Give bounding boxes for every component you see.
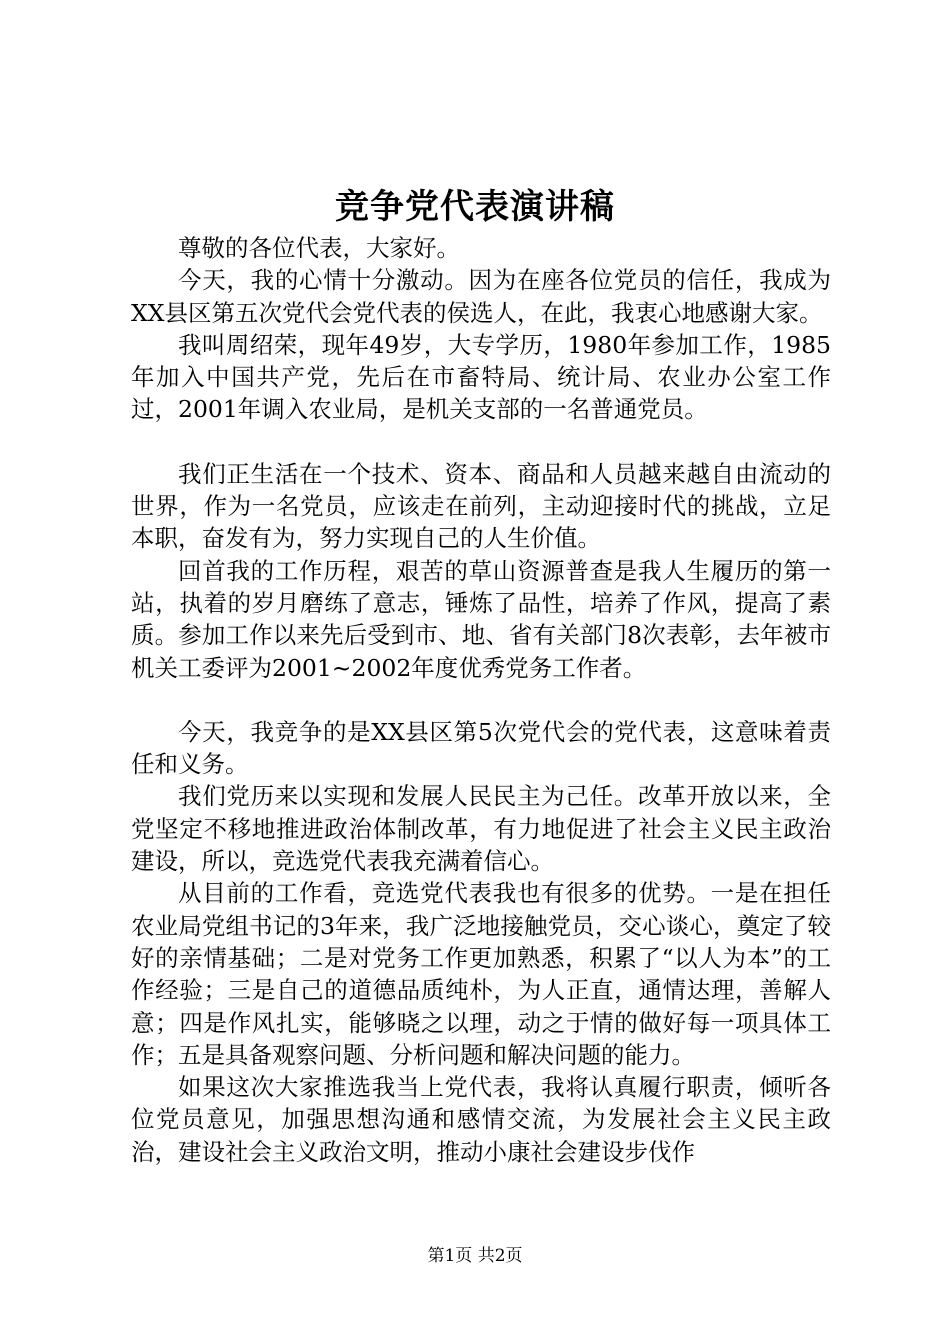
page-footer: 第1页 共2页 xyxy=(427,1246,523,1266)
document-title: 竞争党代表演讲稿 xyxy=(335,187,615,227)
paragraph-advantages: 从目前的工作看，竞选党代表我也有很多的优势。一是在担任农业局党组书记的3年来，我广泛地接触党员，交心谈心，奠定了较好的亲情基础；二是对党务工作更加熟悉，积累了“以人为本”的工作经验；三是自己的道德品质纯朴，为人正直，通情达理，善解人意；四是作风扎实，能够晓之以理，动之于情的做好每一项具体工作；五是具备观察问题、分析问题和解决问题的能力。 xyxy=(131,879,831,1069)
paragraph-work-history: 回首我的工作历程，艰苦的草山资源普查是我人生履历的第一站，执着的岁月磨练了意志，锤炼了品性，培养了作风，提高了素质。参加工作以来先后受到市、地、省有关部门8次表彰，去年被市机关工委评为2001~2002年度优秀党务工作者。 xyxy=(131,556,831,682)
paragraph-self-introduction: 我叫周绍荣，现年49岁，大专学历，1980年参加工作，1985年加入中国共产党，先后在市畜特局、统计局、农业办公室工作过，2001年调入农业局，是机关支部的一名普通党员。 xyxy=(131,330,831,424)
paragraph-greeting: 尊敬的各位代表，大家好。 xyxy=(178,234,460,262)
paragraph-world: 我们正生活在一个技术、资本、商品和人员越来越自由流动的世界，作为一名党员，应该走在前列，主动迎接时代的挑战，立足本职，奋发有为，努力实现自己的人生价值。 xyxy=(131,459,831,553)
paragraph-thanks: 今天，我的心情十分激动。因为在座各位党员的信任，我成为XX县区第五次党代会党代表的侯选人，在此，我衷心地感谢大家。 xyxy=(131,266,831,327)
paragraph-commitment: 如果这次大家推选我当上党代表，我将认真履行职责，倾听各位党员意见，加强思想沟通和感情交流，为发展社会主义民主政治，建设社会主义政治文明，推动小康社会建设步伐作 xyxy=(131,1073,831,1166)
paragraph-democracy: 我们党历来以实现和发展人民民主为己任。改革开放以来，全党坚定不移地推进政治体制改革，有力地促进了社会主义民主政治建设，所以，竞选党代表我充满着信心。 xyxy=(131,782,831,876)
document-body xyxy=(131,232,831,1168)
paragraph-responsibility: 今天，我竞争的是XX县区第5次党代会的党代表，这意味着责任和义务。 xyxy=(131,717,831,779)
